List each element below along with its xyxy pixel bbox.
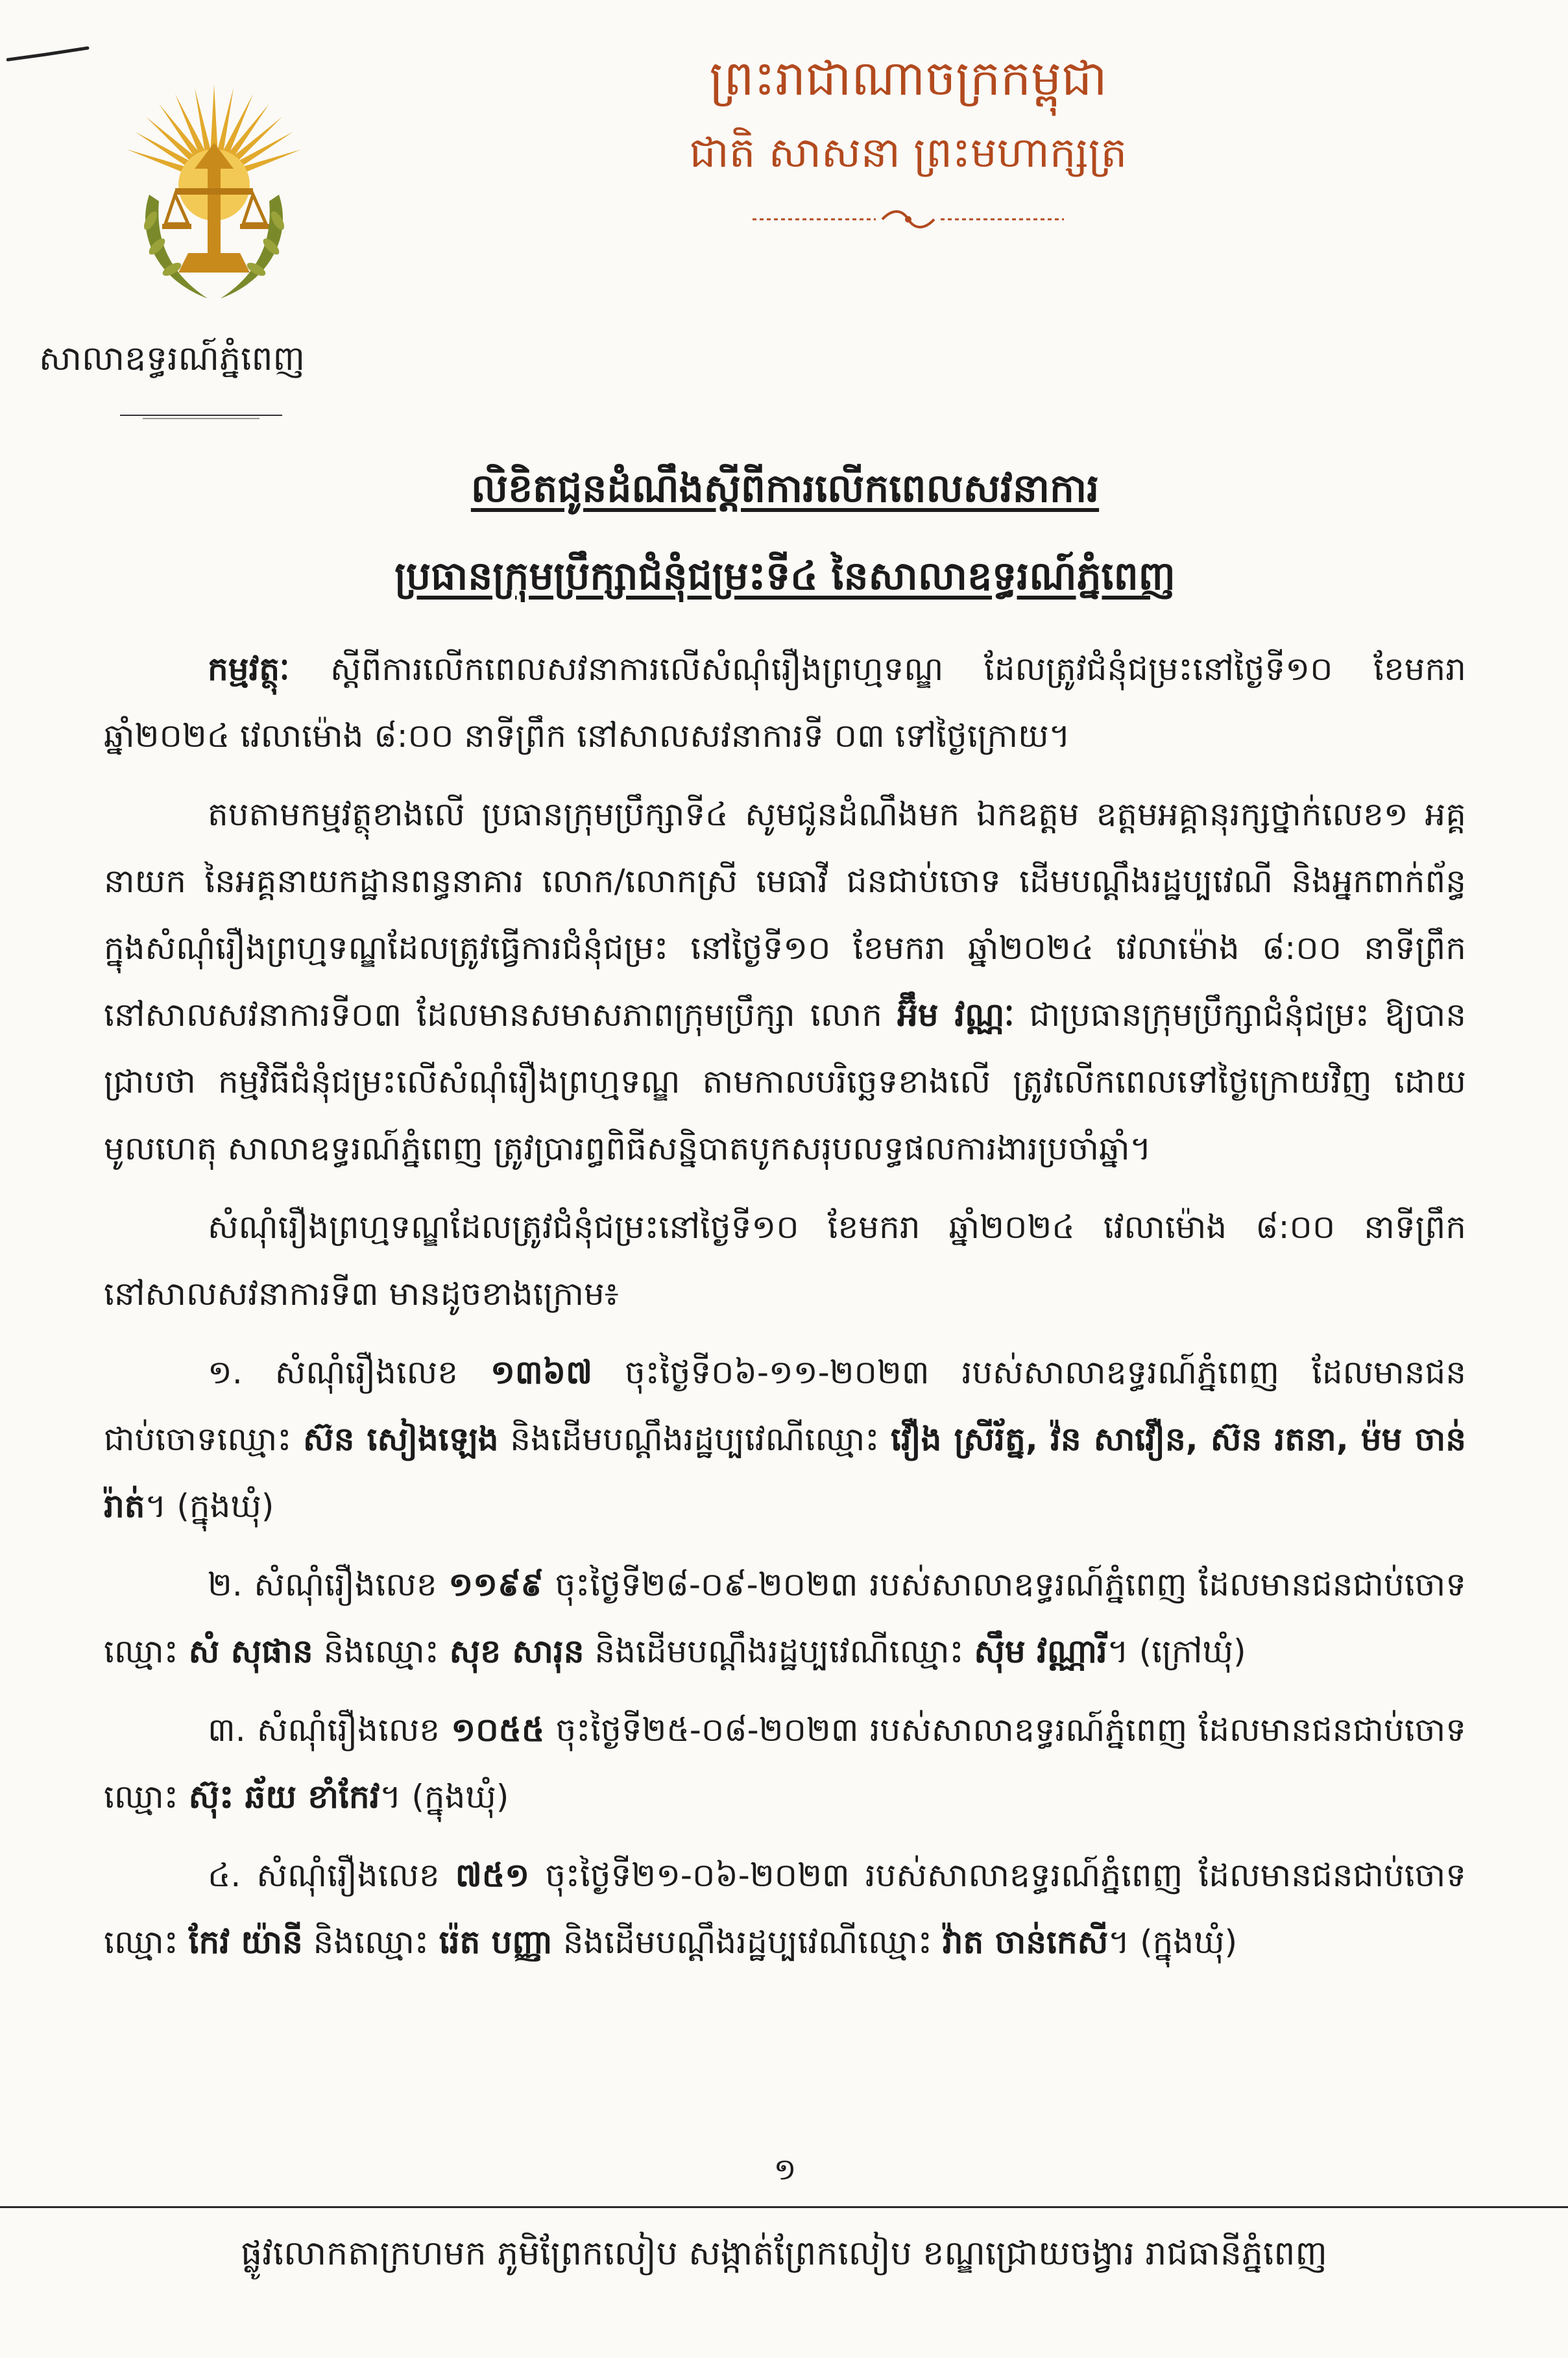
case-item — [104, 1551, 1466, 1685]
page-number: ១ — [773, 2152, 797, 2187]
notice-body — [104, 636, 1466, 1976]
text-segment: ២. សំណុំរឿងលេខ — [208, 1566, 449, 1603]
civil-party-names: វឿង ស្រីរ័ត្ន, វ៉ន សាវឿន, ស៊ន រតនា, ម៉ម ចាន់រ៉ាត់ — [104, 1420, 1466, 1525]
footer-address: ផ្លូវលោកតាក្រហមក ភូមិព្រែកលៀប សង្កាត់ព្រែកលៀប ខណ្ឌជ្រោយចង្វារ រាជធានីភ្នំពេញ — [241, 2234, 1327, 2273]
motto-ornament — [746, 208, 1070, 231]
notification-paragraph — [104, 781, 1466, 1182]
footer-divider — [0, 2206, 1568, 2208]
case-number: ១០៥៥ — [451, 1711, 545, 1749]
text-segment: ៣. សំណុំរឿងលេខ — [208, 1711, 452, 1749]
text-segment: ចុះថ្ងៃទី២៥-០៨-២០២៣ របស់សាលាឧទ្ធរណ៍ភ្នំពេញ ដែលមានជនជាប់ចោទឈ្មោះ — [104, 1711, 1466, 1816]
text-segment: ១. សំណុំរឿងលេខ — [208, 1354, 490, 1391]
text-segment: ។ (ក្នុងឃុំ) — [380, 1778, 509, 1816]
text-segment: និងដើមបណ្តឹងរដ្ឋប្បវេណីឈ្មោះ — [584, 1633, 974, 1670]
court-name-underline — [117, 409, 285, 422]
kingdom-heading: ព្រះរាជាណាចក្រកម្ពុជា — [709, 51, 1107, 106]
subject-paragraph — [104, 636, 1466, 770]
text-segment: និងដើមបណ្តឹងរដ្ឋប្បវេណីឈ្មោះ — [498, 1420, 891, 1458]
court-name: សាលាឧទ្ធរណ៍ភ្នំពេញ — [39, 339, 306, 378]
text-segment: និងដើមបណ្តឹងរដ្ឋប្បវេណីឈ្មោះ — [552, 1923, 943, 1961]
defendant-name: កែវ យ៉ានី — [188, 1923, 303, 1961]
court-emblem-logo — [97, 65, 331, 324]
defendant-name: ស៊ន សៀងឡេង — [303, 1420, 499, 1458]
notice-title: លិខិតជូនដំណឹងស្តីពីការលើកពេលសវនាការ — [470, 466, 1100, 511]
case-number: ១៣៦៧ — [490, 1354, 592, 1391]
text-segment: ចុះថ្ងៃទី០៦-១១-២០២៣ របស់សាលាឧទ្ធរណ៍ភ្នំពេញ ដែលមានជនជាប់ចោទឈ្មោះ — [104, 1354, 1467, 1458]
case-item — [104, 1697, 1466, 1830]
text-segment: និងឈ្មោះ — [313, 1633, 450, 1670]
defendant-name: ស៊ុះ ឆ័យ ខាំកែវ — [188, 1778, 380, 1816]
subject-text: ស្តីពីការលើកពេលសវនាការលើសំណុំរឿងព្រហ្មទណ្ឌ ដែលត្រូវជំនុំជម្រះនៅថ្ងៃទី១០ ខែមករា ឆ្នាំ២០២៤ វេលាម៉ោង ៨:០០ នាទីព្រឹក នៅសាលសវនាការទី ០៣ ទៅថ្ងៃក្រោយ។ — [104, 650, 1466, 755]
text-segment: ។ (ក្រៅឃុំ) — [1107, 1633, 1246, 1670]
notification-text: តបតាមកម្មវត្ថុខាងលើ ប្រធានក្រុមប្រឹក្សាទី៤ សូមជូនដំណឹងមក ឯកឧត្តម ឧត្តមអគ្គានុរក្សថ្នាក់លេខ១ អគ្គនាយក នៃអគ្គនាយកដ្ឋានពន្ធនាគារ លោក/លោកស្រី មេធាវី ជនជាប់ចោទ ដើមបណ្តឹងរដ្ឋប្បវេណី និងអ្នកពាក់ព័ន្ធ ក្នុងសំណុំរឿងព្រហ្មទណ្ឌដែលត្រូវធ្វើការជំនុំជម្រះ នៅថ្ងៃទី១០ ខែមករា ឆ្នាំ២០២៤ វេលាម៉ោង ៨:០០ នាទីព្រឹក នៅសាលសវនាការទី០៣ ដែលមានសមាសភាពក្រុមប្រឹក្សា លោក — [104, 796, 1466, 1034]
subject-label: កម្មវត្ថុៈ — [208, 650, 290, 688]
case-number: ៧៥១ — [455, 1856, 530, 1894]
case-number: ១១៩៩ — [448, 1566, 544, 1603]
civil-party-names: ស៊ឹម វណ្ណារី — [974, 1633, 1107, 1670]
notice-subtitle: ប្រធានក្រុមប្រឹក្សាជំនុំជម្រះទី៤ នៃសាលាឧទ្ធរណ៍ភ្នំពេញ — [394, 553, 1176, 599]
text-segment: ចុះថ្ងៃទី២៨-០៩-២០២៣ របស់សាលាឧទ្ធរណ៍ភ្នំពេញ ដែលមានជនជាប់ចោទឈ្មោះ — [104, 1566, 1466, 1670]
text-segment: ចុះថ្ងៃទី២១-០៦-២០២៣ របស់សាលាឧទ្ធរណ៍ភ្នំពេញ ដែលមានជនជាប់ចោទឈ្មោះ — [104, 1856, 1466, 1961]
text-segment: និងឈ្មោះ — [302, 1923, 439, 1961]
text-segment: ៤. សំណុំរឿងលេខ — [208, 1856, 455, 1894]
cases-intro-paragraph: សំណុំរឿងព្រហ្មទណ្ឌដែលត្រូវជំនុំជម្រះនៅថ្ងៃទី១០ ខែមករា ឆ្នាំ២០២៤ វេលាម៉ោង ៨:០០ នាទីព្រឹក នៅសាលសវនាការទី៣ មានដូចខាងក្រោម៖ — [104, 1208, 1466, 1313]
defendant-name: សំ សុផាន — [188, 1633, 313, 1670]
text-segment: ។ (ក្នុងឃុំ) — [145, 1487, 274, 1525]
civil-party-names: វ៉ាត ចាន់កេសី — [942, 1923, 1109, 1961]
text-segment: ។ (ក្នុងឃុំ) — [1108, 1923, 1238, 1961]
defendant-name: រ៉េត បញ្ញា — [439, 1923, 553, 1961]
case-list — [104, 1339, 1466, 1976]
notification-text-cont: ជាប្រធានក្រុមប្រឹក្សាជំនុំជម្រះ ឱ្យបានជ្រាបថា កម្មវិធីជំនុំជម្រះលើសំណុំរឿងព្រហ្មទណ្ឌ តាមកាលបរិច្ឆេទខាងលើ ត្រូវលើកពេលទៅថ្ងៃក្រោយវិញ ដោយមូលហេតុ សាលាឧទ្ធរណ៍ភ្នំពេញ ត្រូវប្រារព្ធពិធីសន្និបាតបូកសរុបលទ្ធផលការងារប្រចាំឆ្នាំ។ — [104, 996, 1467, 1167]
defendant-name: សុខ សារុន — [449, 1633, 585, 1670]
presiding-judge-name: អ៊ឹម វណ្ណៈ — [897, 996, 1015, 1034]
case-item — [104, 1842, 1466, 1976]
corner-pen-mark — [6, 45, 91, 65]
national-motto: ជាតិ សាសនា ព្រះមហាក្សត្រ — [689, 129, 1128, 177]
case-item — [104, 1339, 1466, 1540]
